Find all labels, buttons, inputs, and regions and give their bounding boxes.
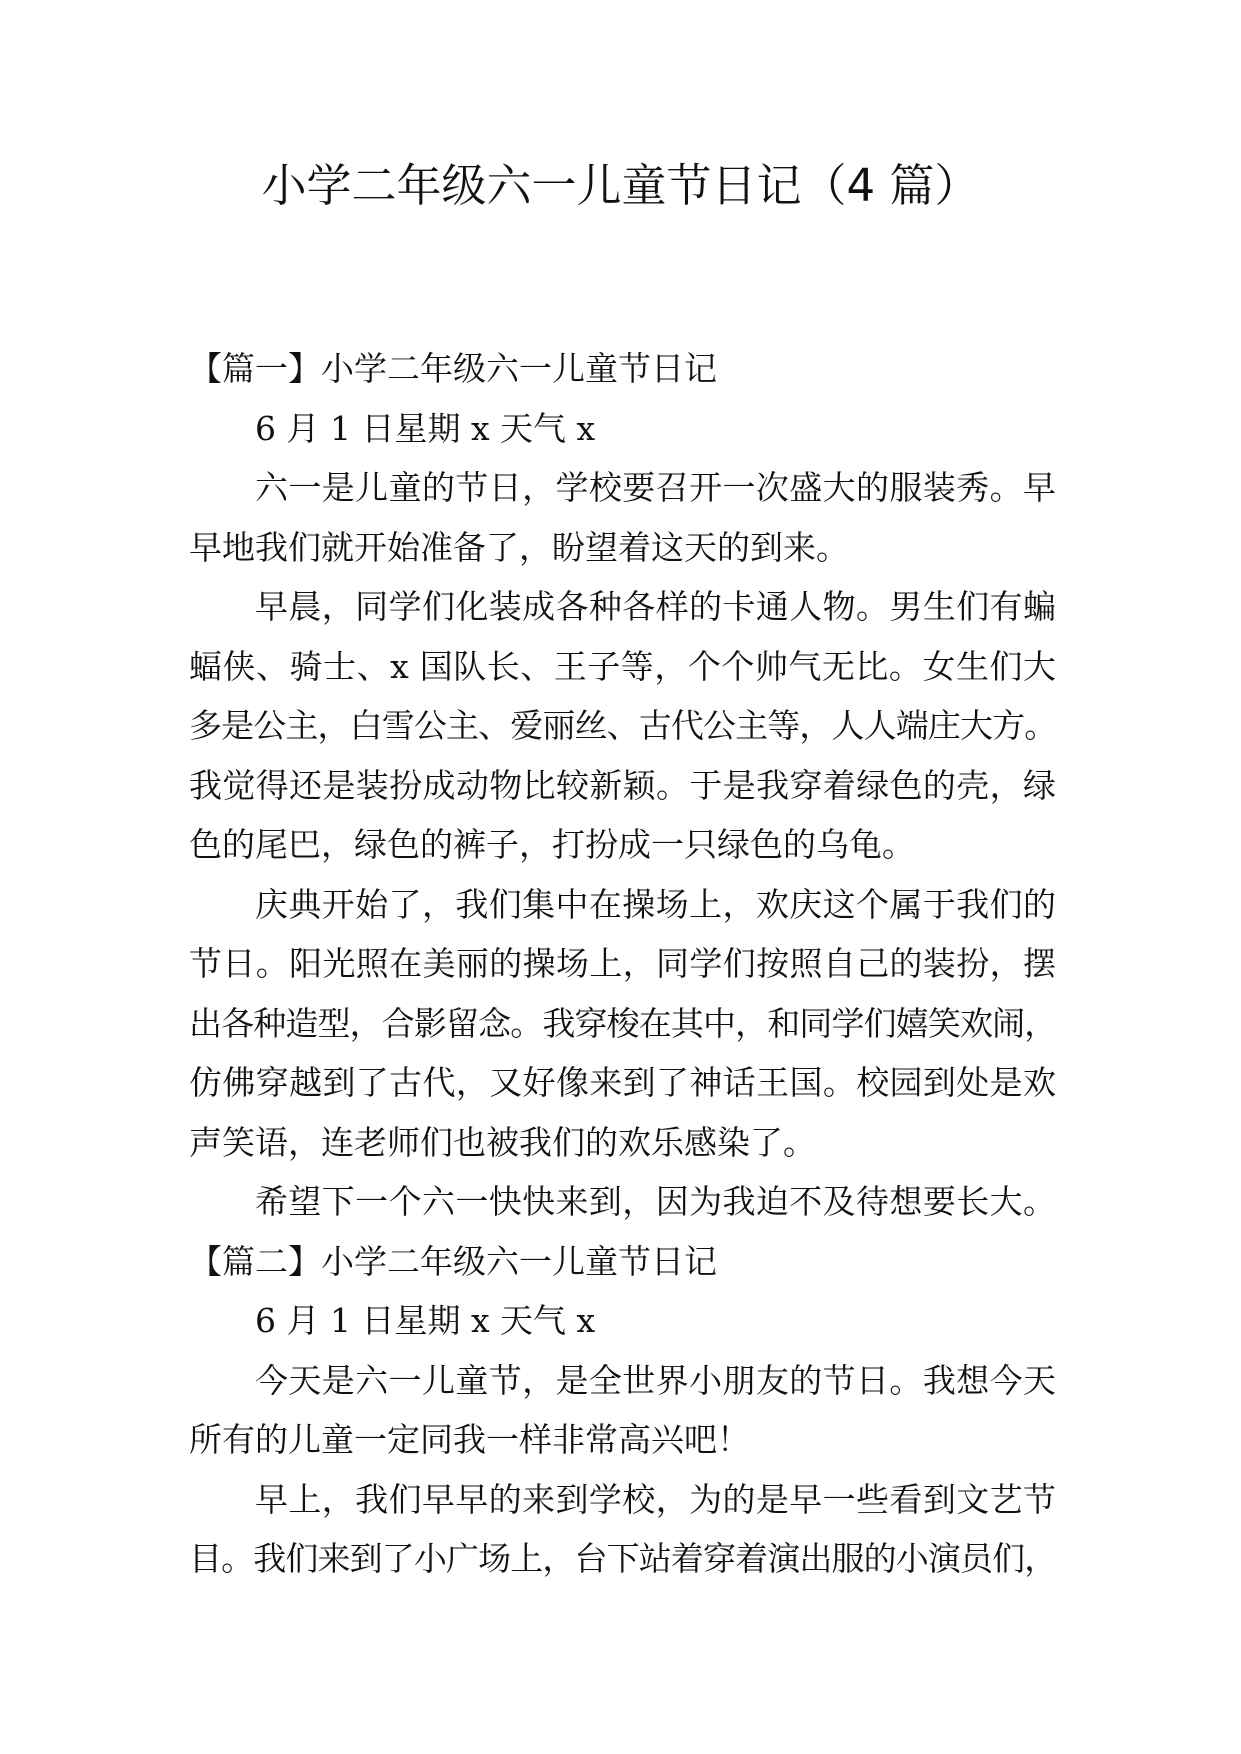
paragraph-line: 目。我们来到了小广场上，台下站着穿着演出服的小演员们，	[189, 1539, 1056, 1578]
diary-section	[189, 339, 1056, 1232]
paragraph-line: 早上，我们早早的来到学校，为的是早一些看到文艺节	[255, 1479, 1056, 1519]
diary-date-line: 6 月 1 日星期 x 天气 x	[255, 1301, 596, 1340]
paragraph-line: 六一是儿童的节日，学校要召开一次盛大的服装秀。早	[255, 468, 1056, 507]
section-heading: 【篇二】小学二年级六一儿童节日记	[189, 1241, 717, 1281]
paragraph	[189, 458, 1056, 577]
paragraph-line: 希望下一个六一快快来到，因为我迫不及待想要长大。	[255, 1182, 1056, 1221]
diary-date-line: 6 月 1 日星期 x 天气 x	[255, 408, 596, 448]
paragraph-line: 节日。阳光照在美丽的操场上，同学们按照自己的装扮，摆	[189, 944, 1056, 983]
paragraph-line: 庆典开始了，我们集中在操场上，欢庆这个属于我们的	[255, 884, 1056, 924]
paragraph-line: 多是公主，白雪公主、爱丽丝、古代公主等，人人端庄大方。	[189, 706, 1056, 745]
paragraph-line: 声笑语，连老师们也被我们的欢乐感染了。	[189, 1122, 816, 1162]
paragraph	[189, 577, 1056, 875]
paragraph-line: 色的尾巴，绿色的裤子，打扮成一只绿色的乌龟。	[189, 825, 915, 864]
paragraph-line: 早地我们就开始准备了，盼望着这天的到来。	[189, 527, 849, 567]
paragraph-line: 所有的儿童一定同我一样非常高兴吧！	[189, 1420, 750, 1459]
paragraph-line: 早晨，同学们化装成各种各样的卡通人物。男生们有蝙	[255, 587, 1056, 626]
paragraph-line: 蝠侠、骑士、x 国队长、王子等，个个帅气无比。女生们大	[189, 646, 1056, 686]
paragraph-line: 今天是六一儿童节，是全世界小朋友的节日。我想今天	[255, 1360, 1056, 1400]
paragraph	[189, 875, 1056, 1173]
paragraph-line: 仿佛穿越到了古代，又好像来到了神话王国。校园到处是欢	[189, 1063, 1056, 1102]
paragraph	[189, 1172, 1056, 1232]
section-heading: 【篇一】小学二年级六一儿童节日记	[189, 349, 717, 388]
document-body	[189, 339, 1056, 1589]
paragraph	[189, 1351, 1056, 1470]
paragraph-line: 出各种造型，合影留念。我穿梭在其中，和同学们嬉笑欢闹，	[189, 1003, 1056, 1043]
paragraph-line: 我觉得还是装扮成动物比较新颖。于是我穿着绿色的壳，绿	[189, 765, 1056, 805]
diary-section	[189, 1232, 1056, 1589]
paragraph	[189, 1470, 1056, 1589]
document-title: 小学二年级六一儿童节日记（4 篇）	[261, 159, 980, 212]
